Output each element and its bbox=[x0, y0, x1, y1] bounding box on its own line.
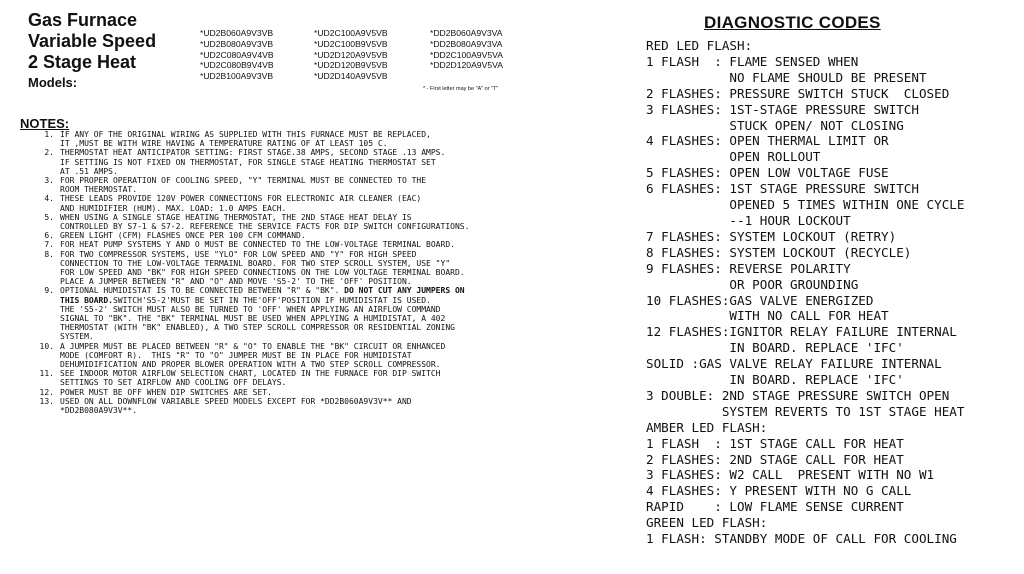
note-text bbox=[60, 148, 610, 176]
models-column-1 bbox=[200, 28, 274, 82]
models-column-3 bbox=[430, 28, 503, 71]
note-item bbox=[26, 213, 610, 231]
diagnostic-line: 2 FLASHES: PRESSURE SWITCH STUCK CLOSED bbox=[646, 85, 950, 101]
note-number: 6. bbox=[44, 231, 54, 241]
note-warning-bold: THIS BOARD. bbox=[60, 295, 113, 305]
diagnostic-line: IN BOARD. REPLACE 'IFC' bbox=[646, 372, 904, 388]
note-line: DEHUMIDIFICATION AND PROPER BLOWER OPERATION WITH A TWO STEP SCROLL COMPRESSOR. bbox=[60, 360, 441, 370]
title-block bbox=[28, 10, 156, 92]
note-line: A JUMPER MUST BE PLACED BETWEEN "R" & "O" TO ENABLE THE "BK" CIRCUIT OR ENHANCED bbox=[60, 341, 446, 351]
note-line: AND HUMIDIFIER (HUM). MAX. LOAD: 1.0 AMPS EACH. bbox=[60, 203, 287, 213]
note-line: IT ,MUST BE WITH WIRE HAVING A TEMPERATURE RATING OF AT LEAST 105 C. bbox=[60, 139, 388, 149]
note-item bbox=[26, 397, 610, 415]
note-item bbox=[26, 130, 610, 148]
note-line: PLACE A JUMPER BETWEEN "R" AND "O" AND MOVE 'S5-2' TO THE 'OFF' POSITION. bbox=[60, 277, 412, 287]
diagnostic-line: 4 FLASHES: OPEN THERMAL LIMIT OR bbox=[646, 133, 889, 149]
note-text bbox=[60, 342, 610, 370]
note-line: THERMOSTAT (WITH "BK" ENABLED), A TWO STEP SCROLL COMPRESSOR OR RESIDENTIAL ZONING bbox=[60, 323, 455, 333]
notes-list bbox=[26, 130, 610, 415]
title-line: Variable Speed bbox=[28, 31, 157, 51]
note-number: 4. bbox=[44, 194, 54, 204]
diagnostic-line: RED LED FLASH: bbox=[646, 38, 753, 53]
note-text bbox=[60, 130, 610, 148]
note-number: 3. bbox=[44, 176, 54, 186]
diagnostic-line: 3 FLASHES: W2 CALL PRESENT WITH NO W1 bbox=[646, 467, 935, 483]
note-line: FOR LOW SPEED AND "BK" FOR HIGH SPEED CONNECTIONS ON THE LOW VOLTAGE TERMINAL BOARD. bbox=[60, 268, 465, 278]
note-number: 5. bbox=[44, 212, 54, 222]
model-number: *UD2C100A9V5VB bbox=[314, 28, 388, 38]
note-text bbox=[60, 213, 610, 231]
model-number: *UD2D120A9V5VB bbox=[314, 49, 388, 60]
note-line: SWITCH'S5-2'MUST BE SET IN THE'OFF'POSITION IF HUMIDISTAT IS USED. bbox=[112, 295, 431, 305]
note-text bbox=[60, 194, 610, 212]
note-number: 7. bbox=[44, 240, 54, 250]
note-line: FOR PROPER OPERATION OF COOLING SPEED, "Y" TERMINAL MUST BE CONNECTED TO THE bbox=[60, 176, 427, 186]
diagnostic-line: AMBER LED FLASH: bbox=[646, 419, 768, 435]
note-item bbox=[26, 342, 610, 370]
note-item bbox=[26, 231, 610, 240]
model-number: *DD2B080A9V3VA bbox=[430, 38, 503, 49]
diagnostic-line: 3 FLASHES: 1ST-STAGE PRESSURE SWITCH bbox=[646, 101, 919, 117]
diagnostic-line: 1 FLASH: STANDBY MODE OF CALL FOR COOLING bbox=[646, 531, 957, 547]
note-text bbox=[60, 388, 610, 397]
note-number: 2. bbox=[44, 148, 54, 158]
note-item bbox=[26, 388, 610, 397]
diagnostic-line: IN BOARD. REPLACE 'IFC' bbox=[646, 340, 904, 356]
note-line: SYSTEM. bbox=[60, 332, 94, 342]
note-text bbox=[60, 240, 610, 249]
note-line: SETTINGS TO SET AIRFLOW AND COOLING OFF DELAYS. bbox=[60, 378, 287, 388]
title-line: Gas Furnace bbox=[28, 10, 138, 30]
diagnostic-line: RAPID : LOW FLAME SENSE CURRENT bbox=[646, 499, 904, 515]
note-number: 12. bbox=[39, 387, 54, 397]
models-label: Models: bbox=[28, 75, 78, 90]
diagnostic-line: GREEN LED FLASH: bbox=[646, 515, 768, 531]
note-line: CONNECTION TO THE LOW-VOLTAGE TERMAINL BOARD. FOR TWO STEP SCROLL SYSTEM, USE "Y" bbox=[60, 258, 451, 268]
note-item bbox=[26, 286, 610, 341]
diagnostic-line: SOLID :GAS VALVE RELAY FAILURE INTERNAL bbox=[646, 356, 942, 372]
notes-heading: NOTES: bbox=[20, 116, 70, 131]
note-line: POWER MUST BE OFF WHEN DIP SWITCHES ARE SET. bbox=[60, 387, 272, 397]
note-line: SIGNAL TO "BK". THE "BK" TERMINAL MUST BE USED WHEN APPLYING A HUMIDISTAT, A 402 bbox=[60, 314, 446, 324]
diagnostic-line: NO FLAME SHOULD BE PRESENT bbox=[646, 69, 927, 85]
diagnostic-line: 10 FLASHES:GAS VALVE ENERGIZED bbox=[646, 292, 874, 308]
diagnostic-line: WITH NO CALL FOR HEAT bbox=[646, 308, 889, 324]
note-line: THESE LEADS PROVIDE 120V POWER CONNECTIONS FOR ELECTRONIC AIR CLEANER (EAC) bbox=[60, 194, 422, 204]
note-number: 13. bbox=[39, 396, 54, 406]
note-text bbox=[60, 176, 610, 194]
diagnostic-line: SYSTEM REVERTS TO 1ST STAGE HEAT bbox=[646, 403, 965, 419]
note-line: IF SETTING IS NOT FIXED ON THERMOSTAT, FOR SINGLE STAGE HEATING THERMOSTAT SET bbox=[60, 157, 436, 167]
diagnostic-line: --1 HOUR LOCKOUT bbox=[646, 212, 851, 228]
model-number: *UD2C080B9V4VB bbox=[200, 60, 274, 71]
diagnostic-line: 1 FLASH : 1ST STAGE CALL FOR HEAT bbox=[646, 435, 904, 451]
diagnostic-line: 5 FLASHES: OPEN LOW VOLTAGE FUSE bbox=[646, 165, 889, 181]
note-line: GREEN LIGHT (CFM) FLASHES ONCE PER 100 CFM COMMAND. bbox=[60, 231, 306, 241]
title-line: 2 Stage Heat bbox=[28, 52, 137, 72]
note-item bbox=[26, 194, 610, 212]
note-number: 8. bbox=[44, 249, 54, 259]
note-line: IF ANY OF THE ORIGINAL WIRING AS SUPPLIED WITH THIS FURNACE MUST BE REPLACED, bbox=[60, 130, 431, 139]
note-line: THE 'S5-2' SWITCH MUST ALSO BE TURNED TO 'OFF' WHEN APPLYING AN AIRFLOW COMMAND bbox=[60, 304, 441, 314]
note-number: 1. bbox=[44, 130, 54, 139]
model-number: *UD2C100B9V5VB bbox=[314, 38, 388, 49]
diagnostic-line: OPENED 5 TIMES WITHIN ONE CYCLE bbox=[646, 197, 965, 213]
note-line: FOR TWO COMPRESSOR SYSTEMS, USE "YLO" FOR LOW SPEED AND "Y" FOR HIGH SPEED bbox=[60, 249, 417, 259]
diagnostic-codes-list bbox=[646, 38, 964, 547]
note-text bbox=[60, 231, 610, 240]
diagnostic-line: OPEN ROLLOUT bbox=[646, 149, 821, 165]
diagnostic-line: 4 FLASHES: Y PRESENT WITH NO G CALL bbox=[646, 483, 912, 499]
note-item bbox=[26, 250, 610, 287]
note-item bbox=[26, 369, 610, 387]
models-column-2 bbox=[314, 28, 388, 82]
diagnostic-line: 7 FLASHES: SYSTEM LOCKOUT (RETRY) bbox=[646, 228, 897, 244]
note-item bbox=[26, 240, 610, 249]
note-line: SEE INDOOR MOTOR AIRFLOW SELECTION CHART, LOCATED IN THE FURNACE FOR DIP SWITCH bbox=[60, 369, 441, 379]
note-number: 11. bbox=[39, 369, 54, 379]
note-item bbox=[26, 148, 610, 176]
model-number: *UD2D140A9V5VB bbox=[314, 71, 388, 82]
model-number: *DD2C100A9V5VA bbox=[430, 49, 503, 60]
note-text bbox=[60, 286, 610, 341]
note-line: MODE (COMFORT R). THIS "R" TO "O" JUMPER MUST BE IN PLACE FOR HUMIDISTAT bbox=[60, 350, 412, 360]
model-number: *UD2B080A9V3VB bbox=[200, 38, 274, 49]
note-line: ROOM THERMOSTAT. bbox=[60, 185, 138, 195]
model-number: *UD2D120B9V5VB bbox=[314, 60, 388, 71]
diagnostic-line: 9 FLASHES: REVERSE POLARITY bbox=[646, 260, 851, 276]
model-number: *DD2B060A9V3VA bbox=[430, 28, 503, 38]
diagnostic-line: STUCK OPEN/ NOT CLOSING bbox=[646, 117, 904, 133]
note-line: THERMOSTAT HEAT ANTICIPATOR SETTING: FIRST STAGE.38 AMPS, SECOND STAGE .13 AMPS. bbox=[60, 148, 446, 158]
note-line: AT .51 AMPS. bbox=[60, 166, 118, 176]
diagnostic-line: 6 FLASHES: 1ST STAGE PRESSURE SWITCH bbox=[646, 181, 919, 197]
diagnostic-codes-title: DIAGNOSTIC CODES bbox=[704, 13, 881, 32]
note-number: 9. bbox=[44, 286, 54, 296]
note-line: WHEN USING A SINGLE STAGE HEATING THERMOSTAT, THE 2ND STAGE HEAT DELAY IS bbox=[60, 212, 412, 222]
model-number: *DD2D120A9V5VA bbox=[430, 60, 503, 71]
note-number: 10. bbox=[39, 341, 54, 351]
diagnostic-line: 8 FLASHES: SYSTEM LOCKOUT (RECYCLE) bbox=[646, 244, 912, 260]
note-warning-bold: DO NOT CUT ANY JUMPERS ON bbox=[344, 286, 465, 296]
model-number: *UD2C080A9V4VB bbox=[200, 49, 274, 60]
diagnostic-line: 1 FLASH : FLAME SENSED WHEN bbox=[646, 53, 859, 69]
note-line: CONTROLLED BY S7-1 & S7-2. REFERENCE THE SERVICE FACTS FOR DIP SWITCH CONFIGURATIONS. bbox=[60, 222, 470, 232]
diagnostic-line: 2 FLASHES: 2ND STAGE CALL FOR HEAT bbox=[646, 451, 904, 467]
note-line: USED ON ALL DOWNFLOW VARIABLE SPEED MODELS EXCEPT FOR *DD2B060A9V3V** AND bbox=[60, 396, 412, 406]
model-number: *UD2B060A9V3VB bbox=[200, 28, 274, 38]
diagnostic-line: 12 FLASHES:IGNITOR RELAY FAILURE INTERNAL bbox=[646, 324, 957, 340]
model-number: *UD2B100A9V3VB bbox=[200, 71, 274, 82]
model-footnote: * - First letter may be "A" or "T" bbox=[423, 86, 499, 92]
note-text bbox=[60, 397, 610, 415]
diagnostic-line: 3 DOUBLE: 2ND STAGE PRESSURE SWITCH OPEN bbox=[646, 387, 950, 403]
note-line: *DD2B080A9V3V**. bbox=[60, 406, 138, 416]
note-text bbox=[60, 369, 610, 387]
note-text bbox=[60, 250, 610, 287]
note-line: FOR HEAT PUMP SYSTEMS Y AND O MUST BE CONNECTED TO THE LOW-VOLTAGE TERMINAL BOARD. bbox=[60, 240, 455, 250]
diagnostic-line: OR POOR GROUNDING bbox=[646, 276, 859, 292]
note-line: OPTIONAL HUMIDISTAT IS TO BE CONNECTED BETWEEN "R" & "BK". bbox=[60, 286, 345, 296]
note-item bbox=[26, 176, 610, 194]
